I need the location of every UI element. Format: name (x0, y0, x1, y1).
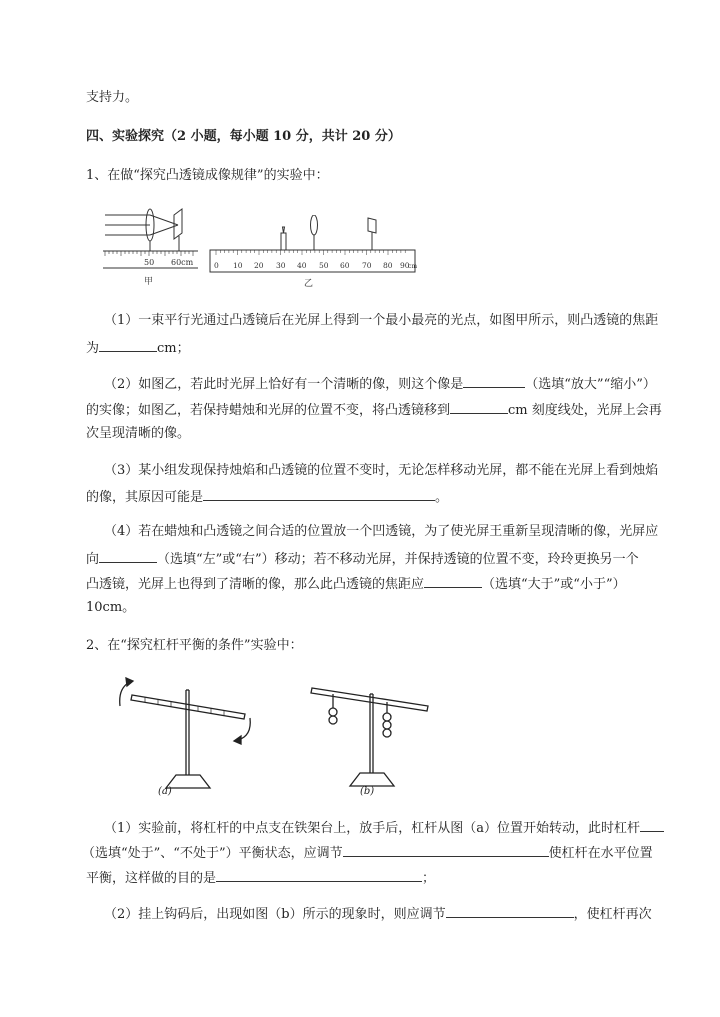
q2-part2-line1: （2）挂上钩码后，出现如图（b）所示的现象时，则应调节 ，使杠杆再次 (104, 904, 652, 924)
q1-part4-line2: 向 （选填“左”或“右”）移动；若不移动光屏，并保持透镜的位置不变，玲玲更换另一个 (86, 549, 639, 569)
q2-part1-line1: （1）实验前，将杠杆的中点支在铁架台上，放手后，杠杆从图（a）位置开始转动，此时杠杆 (104, 818, 664, 838)
previous-answer-tail: 支持力。 (86, 90, 139, 105)
figure-label-a: (a) (158, 786, 172, 797)
svg-text:90: 90 (400, 261, 410, 270)
svg-text:50: 50 (144, 258, 155, 267)
q1-part1-line1: （1）一束平行光通过凸透镜后在光屏上得到一个最小最亮的光点，如图甲所示，则凸透镜的焦距 (104, 313, 659, 328)
answer-blank-adjust-again[interactable] (446, 904, 574, 918)
svg-text:0: 0 (214, 261, 219, 270)
answer-blank-purpose[interactable] (216, 868, 422, 882)
answer-blank-lens-position[interactable] (450, 400, 508, 414)
answer-blank-image-size[interactable] (463, 374, 525, 388)
svg-text:50: 50 (319, 261, 329, 270)
answer-blank-focal-compare[interactable] (424, 574, 482, 588)
lever-figure-b (300, 680, 440, 790)
answer-blank-screen-direction[interactable] (99, 549, 157, 563)
answer-blank-balance-state[interactable] (640, 818, 664, 832)
answer-blank-focal-length[interactable] (99, 338, 157, 352)
section-heading: 四、实验探究（2 小题，每小题 10 分，共计 20 分） (86, 129, 401, 144)
q1-part2-line1: （2）如图乙，若此时光屏上恰好有一个清晰的像，则这个像是 （选填“放大”“缩小”） (104, 374, 656, 394)
svg-text:甲: 甲 (144, 277, 154, 287)
svg-text:10: 10 (233, 261, 243, 270)
svg-text:20: 20 (254, 261, 264, 270)
figure-label-b: (b) (360, 786, 375, 797)
svg-text:80: 80 (383, 261, 393, 270)
svg-text:30: 30 (276, 261, 286, 270)
q1-part4-line3: 凸透镜，光屏上也得到了清晰的像，那么此凸透镜的焦距应 （选填“大于”或“小于”） (86, 574, 626, 594)
lens-focal-figure-jia (100, 205, 200, 290)
lever-figure-a (100, 668, 270, 798)
answer-blank-adjust-what[interactable] (343, 843, 549, 857)
q1-part2-line2: 的实像；如图乙，若保持蜡烛和光屏的位置不变，将凸透镜移到 cm 刻度线处，光屏上会再 (86, 400, 662, 420)
q2-part1-line2: （选填“处于”、“不处于”）平衡状态，应调节 使杠杆在水平位置 (82, 843, 653, 863)
svg-text:60: 60 (340, 261, 350, 270)
q1-part3-line1: （3）某小组发现保持烛焰和凸透镜的位置不变时，无论怎样移动光屏，都不能在光屏上看到烛焰 (104, 463, 659, 478)
q1-part3-line2: 的像，其原因可能是 。 (86, 487, 448, 507)
svg-text:60cm: 60cm (171, 258, 194, 267)
q1-part1-line2: 为 cm； (86, 338, 190, 358)
q2-part1-line3: 平衡，这样做的目的是 ； (86, 868, 435, 888)
svg-text:40: 40 (297, 261, 307, 270)
q1-part4-line4: 10cm。 (86, 600, 136, 615)
question-1-title: 1、在做“探究凸透镜成像规律”的实验中： (86, 168, 329, 183)
svg-text:70: 70 (362, 261, 372, 270)
svg-text:乙: 乙 (304, 279, 314, 289)
lens-setup-figure-yi (208, 215, 418, 290)
q1-part4-line1: （4）若在蜡烛和凸透镜之间合适的位置放一个凹透镜，为了使光屏王重新呈现清晰的像，光屏应 (104, 524, 659, 539)
svg-text:cm: cm (408, 263, 418, 270)
answer-blank-reason[interactable] (203, 487, 435, 501)
question-2-title: 2、在“探究杠杆平衡的条件”实验中： (86, 638, 303, 653)
q1-part2-line3: 次呈现清晰的像。 (86, 426, 191, 441)
